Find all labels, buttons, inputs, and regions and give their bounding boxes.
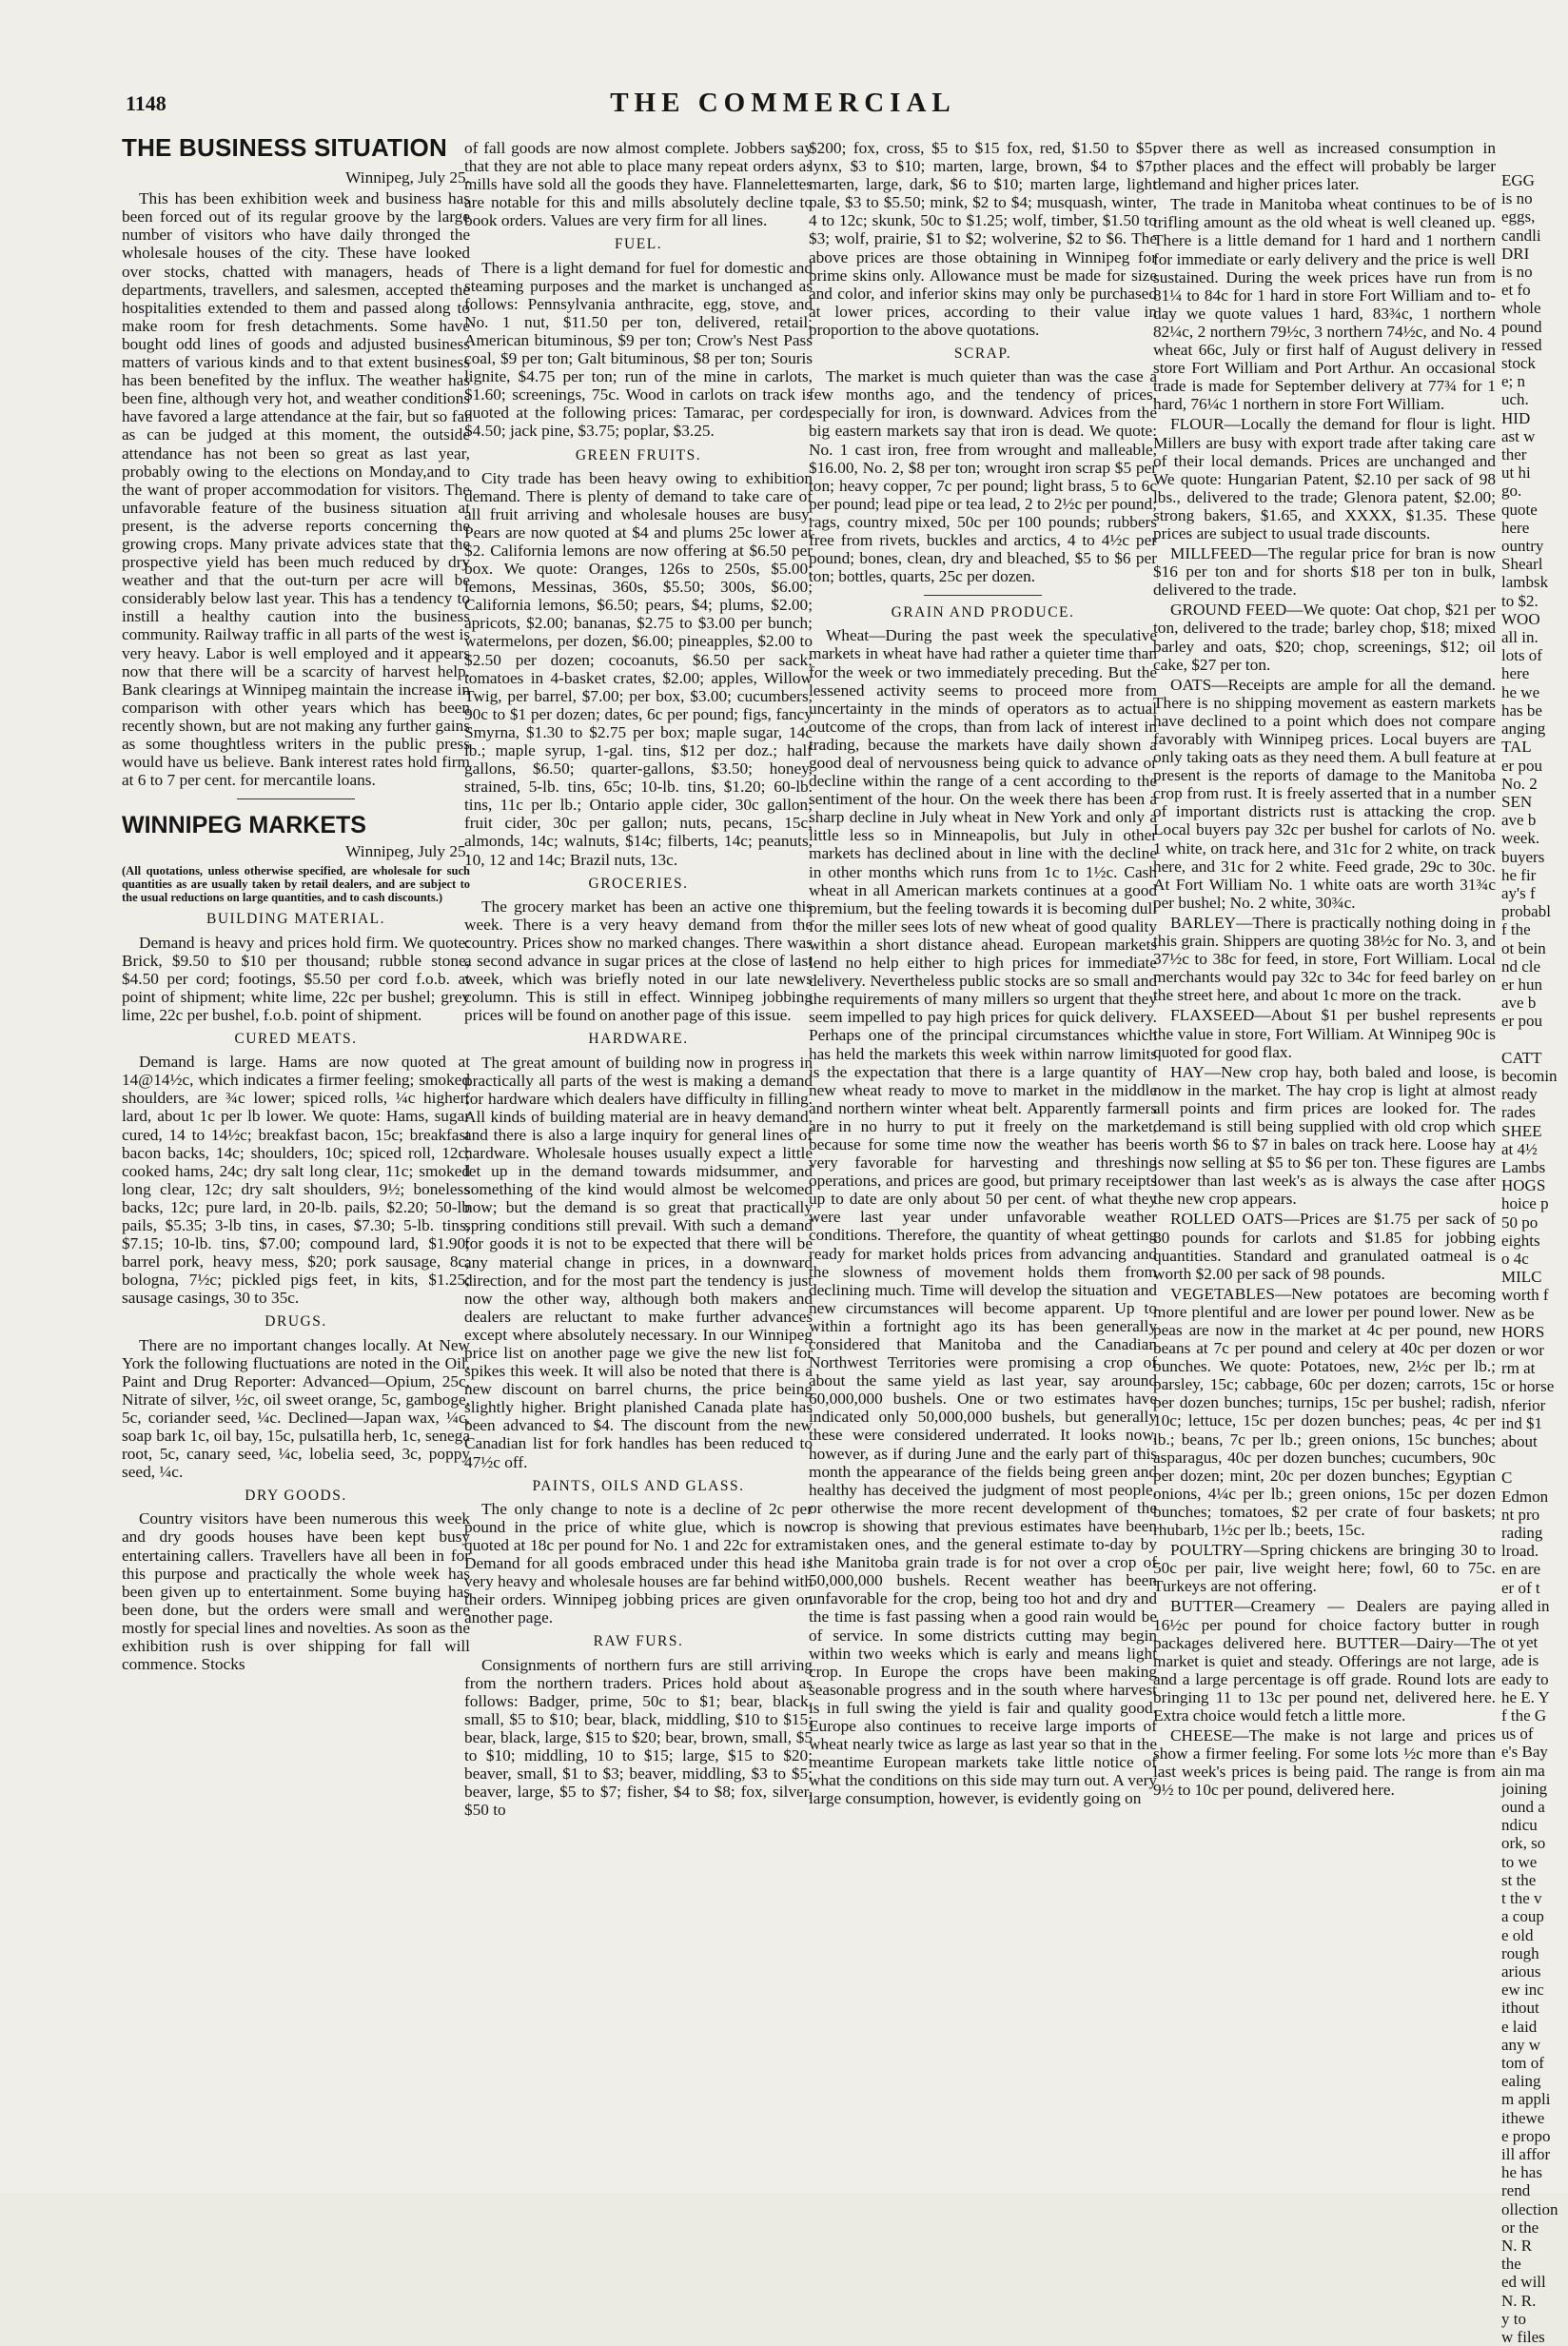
grain-produce-text: Wheat—During the past week the speculative markets in wheat have had rather a quieter time than for the week or two immediately preceding. But the lessened activity seems to proceed more from uncertainty in the minds of operators as to actual outcome of the crops, than from lack of interest in trading, because the markets have daily shown a good deal of nervousness being quick to advance or decline within the range of a cent according to the sentiment of the hour. On the week there has been a sharp decline in July wheat in New York and only a little less so in Minneapolis, but July in other markets has declined about in line with the decline in other months which runs from 1c to 1½c. Cash wheat in all American markets continues at a good premium, but the feeling towards it is becoming dull for the miller sees lots of new wheat of good quality within a short distance ahead. European markets lend no help either to high prices for immediate delivery. Nevertheless public stocks are so small and the requirements of many millers so urgent that they seem impelled to pay high prices for quick delivery. Perhaps one of the principal circumstances which has held the markets this week within narrow limits is the expectation that there is a large quantity of new wheat ready to move to market in the middle and northern winter wheat belt. Apparently farmers are in no hurry to put it freely on the market, because for some time now the weather has been very favorable for harvesting and threshing operations, and prices are good, but primary receipts up to date are only about 50 per cent. of what they were last year under unfavorable weather conditions. Therefore, the quantity of wheat getting ready for market holds prices from advancing and the slowness of movement holds them from declining much. Time will develop the situation and new circumstances will become apparent. Up to within a fortnight ago its has been generally considered that Manitoba and the Canadian Northwest Territories were promising a crop of about the same yield as last year, say around 60,000,000 bushels. One or two estimates have indicated only 50,000,000 bushels, but generally these were considered underrated. It looks now, however, as if during June and the early part of this month the appearance of the fields being green and healthy has deceived the judgment of most people, or otherwise the more recent development of the crop is showing that previous estimates have been mistaken ones, and the general estimate to-day by the Manitoba grain trade is for not over a crop of 50,000,000 bushels. Recent weather has been unfavorable for the crop, being too hot and dry and the time is fast passing when a good rain would be of service. In some districts cutting may begin within two weeks which is early and means light crop. In Europe the crops have been making seasonable progress and in the south where harvest is in full swing the yield is fair and quality good. Europe also continues to receive large imports of wheat nearly twice as large as last year so that in the meantime European markets take little notice of what the conditions on this side may turn out. A very large consumption, however, is evidently going on — [809, 626, 1157, 1808]
ground-feed-text: GROUND FEED—We quote: Oat chop, $21 per ton, delivered to the trade; barley chop, $18; mixed barley and oats, $20; chop, screenings, $12; oil cake, $27 per ton. — [1153, 601, 1496, 674]
edge-fragment: ork, so — [1501, 1834, 1546, 1853]
edge-fragment: becomin — [1501, 1066, 1558, 1085]
edge-fragment: EGG — [1501, 171, 1535, 189]
edge-fragment: e laid — [1501, 2017, 1538, 2036]
edge-fragment: ready — [1501, 1085, 1538, 1104]
millfeed-text: MILLFEED—The regular price for bran is now $16 per ton and for shorts $18 per ton in bulk, delivered to the trade. — [1153, 544, 1496, 600]
edge-fragment: N. R. — [1501, 2291, 1537, 2310]
edge-fragment: alled in — [1501, 1596, 1550, 1615]
edge-fragment: rend — [1501, 2181, 1531, 2200]
flaxseed-text: FLAXSEED—About $1 per bushel represents the value in store, Fort William. At Winnipeg 90c is quoted for good flax. — [1153, 1006, 1496, 1061]
edge-fragment: buyers — [1501, 847, 1545, 866]
edge-fragment: CATT — [1501, 1048, 1542, 1067]
edge-fragment: ain ma — [1501, 1761, 1545, 1780]
barley-text: BARLEY—There is practically nothing doing in this grain. Shippers are quoting 38½c for No. 3, and 37½c to 38c for feed, in store, Fort William. Local merchants would pay 32c to 34c for feed barley on the street here, and about 1c more on the track. — [1153, 913, 1496, 1005]
manitoba-wheat-text: The trade in Manitoba wheat continues to be of trifling amount as the old wheat is well cleaned up. There is a little demand for 1 hard and 1 northern for immediate or early delivery and the price is well sustained. During the week prices have run from 81¼ to 84c for 1 hard in store Fort William and to-day we quote values 1 hard, 83¾c, 1 northern 82¼c, 2 northern 79½c, 3 northern 74½c, and No. 4 wheat 66c, July or first half of August delivery in store Fort William and Port Arthur. An occasional trade is made for September delivery at 77¾ for 1 hard, 76¼c 1 northern in store Fort William. — [1153, 195, 1496, 414]
edge-fragment: about — [1501, 1432, 1538, 1451]
edge-fragment: e old — [1501, 1925, 1534, 1944]
edge-fragment: lambsk — [1501, 573, 1549, 592]
raw-furs-text: Consignments of northern furs are still arriving from the northern traders. Prices hold about as follows: Badger, prime, 50c to $1; bear, black, small, $5 to $10; bear, black, middling, $10 to $15; bear, black, large, $15 to $20; bear, brown, small, $5 to $10; middling, 10 to $15; large, $15 to $20; beaver, small, $1 to $3; beaver, middling, $3 to $5; beaver, large, $5 to $7; fisher, $4 to $8; fox, silver, $50 to — [464, 1655, 813, 1820]
dry-goods-heading: DRY GOODS. — [245, 1488, 347, 1505]
edge-fragment: ave b — [1501, 811, 1537, 830]
flour-text: FLOUR—Locally the demand for flour is light. Millers are busy with export trade after taking care of their local demands. Prices are unchanged and We quote: Hungarian Patent, $2.10 per sack of 98 lbs., delivered to the trade; Glenora patent, $2.00; strong bakers, $1.65, and XXXX, $1.35. These prices are subject to usual trade discounts. — [1153, 415, 1496, 542]
edge-fragment: SHEE — [1501, 1121, 1542, 1140]
edge-fragment: Edmon — [1501, 1487, 1549, 1506]
edge-fragment: HORS — [1501, 1322, 1545, 1341]
edge-fragment: er pou — [1501, 756, 1542, 775]
edge-fragment: ithout — [1501, 1999, 1539, 2018]
edge-fragment: arious — [1501, 1962, 1541, 1981]
edge-fragment: week. — [1501, 829, 1540, 848]
edge-fragment: Shearl — [1501, 555, 1543, 574]
edge-fragment: ill affor — [1501, 2144, 1551, 2163]
edge-fragment: DRI — [1501, 244, 1530, 263]
edge-fragment: joining — [1501, 1779, 1548, 1798]
edge-fragment: y to — [1501, 2309, 1526, 2328]
edge-fragment: eights — [1501, 1231, 1540, 1250]
edge-fragment: 50 po — [1501, 1212, 1539, 1232]
edge-fragment: ast w — [1501, 426, 1536, 445]
edge-fragment: at 4½ — [1501, 1139, 1538, 1158]
edge-fragment: ot bein — [1501, 938, 1546, 957]
edge-fragment: rading — [1501, 1524, 1543, 1543]
fuel-heading: FUEL. — [614, 236, 663, 253]
edge-fragment: ound a — [1501, 1798, 1545, 1817]
edge-fragment: HID — [1501, 408, 1531, 427]
edge-fragment: pound — [1501, 317, 1542, 336]
edge-fragment: whole — [1501, 299, 1541, 318]
edge-fragment: a coup — [1501, 1907, 1544, 1926]
edge-fragment: to $2. — [1501, 591, 1539, 610]
edge-fragment: eady to — [1501, 1669, 1549, 1688]
winnipeg-markets-title: WINNIPEG MARKETS — [122, 812, 366, 839]
edge-fragment: anging — [1501, 720, 1546, 739]
hardware-text: The great amount of building now in progress in practically all parts of the west is making a demand for hardware which dealers have difficulty in filling. All kinds of building material are in heavy demand, and there is also a large inquiry for general lines of hardware. Wholesale houses usually expect a little let up in the demand towards midsummer, and something of the kind would almost be welcomed now; but the demand is so great that practically spring conditions still prevail. With such a demand for goods it is not to be expected that there will be any material change in prices, in a downward direction, and for the most part the tendency is just now the other way, although both makers and dealers are reluctant to make further advances except where absolutely necessary. In our Winnipeg price list on another page we give the new list for spikes this week. It will also be noted that there is a new discount on barrel churns, the price being slightly higher. Bright planished Canada plate has been advanced to $4. The discount from the new Canadian list for fork handles has been reduced to 47½c off. — [464, 1053, 813, 1471]
edge-fragment: ed will — [1501, 2273, 1546, 2292]
edge-fragment: er of t — [1501, 1578, 1540, 1597]
edge-fragment: rough — [1501, 1943, 1539, 1962]
poultry-text: POULTRY—Spring chickens are bringing 30 to 50c per pair, live weight here; fowl, 60 to 75c. Turkeys are not offering. — [1153, 1541, 1496, 1596]
edge-fragment: here — [1501, 664, 1530, 683]
edge-fragment: w files — [1501, 2327, 1545, 2346]
edge-fragment: f the — [1501, 920, 1531, 939]
edge-fragment: ade is — [1501, 1651, 1539, 1670]
edge-fragment: ollection — [1501, 2199, 1558, 2218]
drugs-text: There are no important changes locally. At New York the following fluctuations are noted in the Oil, Paint and Drug Reporter: Advanced—Opium, 25c, Nitrate of silver, ½c, oil sweet orange, 5c, gamboge, 5c, coriander seed, ¼c. Declined—Japan wax, ¼c, soap bark 1c, oil bay, 15c, pulsatilla herb, 1c, senega root, 5c, canary seed, ¼c, lobelia seed, 3c, poppy seed, ¼c. — [122, 1335, 470, 1482]
column-3 — [809, 139, 1157, 2166]
edge-fragment: ot yet — [1501, 1633, 1539, 1652]
divider — [237, 798, 355, 799]
page-number: 1148 — [126, 91, 167, 115]
hay-text: HAY—New crop hay, both baled and loose, is now in the market. The hay crop is light at almost all points and firm prices are looked for. The demand is still being supplied with old crop which is worth $6 to $7 in bales on track here. Loose hay is now selling at $5 to $6 per ton. These figures are lower than last week's as is always the case after the new crop appears. — [1153, 1062, 1496, 1209]
business-dateline: Winnipeg, July 25. — [345, 168, 470, 187]
edge-fragment: nferior — [1501, 1395, 1546, 1414]
edge-fragment: et fo — [1501, 281, 1531, 300]
edge-fragment: C — [1501, 1469, 1513, 1488]
edge-fragment: nd cle — [1501, 956, 1541, 976]
drugs-heading: DRUGS. — [265, 1313, 327, 1331]
edge-fragment: TAL — [1501, 738, 1532, 757]
edge-fragment: e's Bay — [1501, 1743, 1548, 1762]
markets-dateline: Winnipeg, July 25. — [345, 842, 470, 861]
dry-goods-continued: of fall goods are now almost complete. Jobbers say that they are not able to place many repeat orders as mills have sold all the goods they have. Flannelettes are notable for this and mills absolutely decline to book orders. Values are very firm for all lines. — [464, 139, 813, 230]
edge-fragment: ther — [1501, 445, 1527, 464]
cured-meats-text: Demand is large. Hams are now quoted at 14@14½c, which indicates a firmer feeling; smoked shoulders, are ¾c lower; spiced rolls, ¼c higher; lard, about 1c per lb lower. We quote: Hams, sugar cured, 14 to 14½c; breakfast bacon, 15c; breakfast bacon backs, 14c; shoulders, 10c; spiced roll, 12c; cooked hams, 24c; dry salt long clear, 11c; smoked long clear, 12c; dry salt shoulders, 9½; boneless backs, 12c; pure lard, in 20-lb. pails, $2.20; 50-lb pails, $5.35; 3-lb tins, in cases, $7.30; 5-lb. tins, $7.15; 10-lb. tins, $7.00; compound lard, $1.90; barrel pork, heavy mess, $20; pork sausage, 8c; bologna, 7½c; pickled pigs feet, in kits, $1.25; sausage casings, 30 to 35c. — [122, 1053, 470, 1308]
edge-fragment: er hun — [1501, 975, 1542, 994]
edge-fragment: to we — [1501, 1852, 1538, 1871]
edge-fragment: stock — [1501, 354, 1536, 373]
edge-fragment: f the G — [1501, 1706, 1547, 1725]
building-material-text: Demand is heavy and prices hold firm. We quote: Brick, $9.50 to $10 per thousand; rubble stone, $4.50 per cord; footings, $5.50 per cord f.o.b. at point of shipment; white lime, 22c per bushel; grey lime, 22c per bushel, f.o.b. point of shipment. — [122, 933, 470, 1024]
divider — [924, 595, 1042, 596]
edge-fragment: lots of — [1501, 646, 1542, 665]
dry-goods-text: Country visitors have been numerous this week and dry goods houses have been kept busy entertaining callers. Travellers have all been in for this purpose and practically the whole week has been given up to entertainment. Some buying has been done, but the orders were small and were mostly for special lines and novelties. As soon as the exhibition rush is over shipping for fall will commence. Stocks — [122, 1509, 470, 1674]
edge-fragment: ndicu — [1501, 1816, 1538, 1835]
edge-fragment: ountry — [1501, 537, 1544, 556]
edge-fragment: here — [1501, 518, 1530, 537]
paints-text: The only change to note is a decline of 2c per pound in the price of white glue, which is now quoted at 18c per pound for No. 1 and 22c for extra. Demand for all goods embraced under this head is very heavy and wholesale houses are far behind with their orders. Winnipeg jobbing prices are given on another page. — [464, 1499, 813, 1627]
hardware-heading: HARDWARE. — [588, 1031, 689, 1048]
edge-fragment: as be — [1501, 1304, 1535, 1323]
grain-continued: over there as well as increased consumption in other places and the effect will probably be larger demand and higher prices later. — [1153, 139, 1496, 194]
edge-fragment: he has — [1501, 2163, 1542, 2182]
edge-fragment: N. R — [1501, 2236, 1533, 2255]
groceries-heading: GROCERIES. — [588, 875, 689, 892]
edge-fragment: o 4c — [1501, 1249, 1529, 1268]
building-material-heading: BUILDING MATERIAL. — [206, 911, 385, 928]
vegetables-text: VEGETABLES—New potatoes are becoming more plentiful and are lower per pound lower. New peas are now in the market at 4c per pound, new beans at 7c per pound and celery at 40c per dozen bunches. We quote: Potatoes, new, 2½c per lb.; parsley, 15c; cabbage, 60c per dozen; carrots, 15c per dozen bunches; turnips, 15c per bushel; radish, 10c; lettuce, 15c per dozen bunches; peas, 4c per lb.; beans, 7c per lb.; green onions, 15c bunches; asparagus, 40c per dozen bunches; cucumbers, 90c per dozen; mint, 20c per dozen bunches; Egyptian onions, 4¼c per lb.; green onions, 15c per dozen bunches; tomatoes, $2 per crate of four baskets; rhubarb, 1½c per lb.; beets, 15c. — [1153, 1284, 1496, 1540]
edge-fragment: hoice p — [1501, 1194, 1549, 1213]
paints-heading: PAINTS, OILS AND GLASS. — [532, 1477, 745, 1494]
edge-fragment: he we — [1501, 682, 1540, 701]
edge-fragment: ay's f — [1501, 883, 1536, 902]
edge-fragment: or the — [1501, 2218, 1539, 2237]
edge-fragment: SEN — [1501, 792, 1533, 811]
edge-fragment: lroad. — [1501, 1542, 1539, 1561]
edge-fragment: ew inc — [1501, 1981, 1544, 2000]
green-fruits-heading: GREEN FRUITS. — [575, 446, 702, 463]
grain-produce-heading: GRAIN AND PRODUCE. — [891, 604, 1075, 621]
quotations-note: (All quotations, unless otherwise specified, are wholesale for such quantities as are usually taken by retail dealers, and are subject to the usual reductions on large quantities, and to cash discounts.) — [122, 864, 470, 905]
edge-fragment: eggs, — [1501, 207, 1536, 227]
edge-fragment: uch. — [1501, 390, 1529, 409]
edge-fragment: m appli — [1501, 2090, 1551, 2109]
edge-fragment: HOGS — [1501, 1176, 1546, 1195]
cheese-text: CHEESE—The make is not large and prices show a firmer feeling. For some lots ½c more than last week's prices is being paid. The range is from 9½ to 10c per pound, delivered here. — [1153, 1726, 1496, 1800]
edge-fragment: probabl — [1501, 902, 1551, 921]
edge-fragment — [1501, 1031, 1568, 1049]
cured-meats-heading: CURED MEATS. — [234, 1031, 358, 1048]
edge-fragment: is no — [1501, 263, 1533, 282]
edge-fragment: quote — [1501, 500, 1538, 519]
edge-fragment: or horse — [1501, 1377, 1555, 1396]
edge-fragment: No. 2 — [1501, 774, 1538, 793]
edge-fragment: st the — [1501, 1870, 1537, 1889]
edge-fragment: he E. Y — [1501, 1687, 1550, 1706]
column-4 — [1153, 139, 1496, 2166]
business-situation-text: This has been exhibition week and business has been forced out of its regular groove by the large number of visitors who have daily thronged the wholesale houses of the city. These have looked over stocks, chatted with managers, heads of departments, travellers, and salesmen, accepted the hospitalities extended to them and passed along to make room for fresh detachments. Some have bought odd lines of goods and adjusted business matters of various kinds and to that extent business has been benefited by the influx. The weather has been fine, although very hot, and weather conditions have favored a large attendance at the fair, but so far as can be judged at this moment, the outside attendance has not been so great as last year, probably owing to the elections on Monday,and to the want of proper accommodation for visitors. The unfavorable feature of the business situation at present, is the adverse reports concerning the growing crops. Many private advices state that the prospective yield has been much reduced by dry weather and that the out-turn per acre will be considerably below last year. This has a tendency to instill a healthy caution into the business community. Railway traffic in all parts of the west is very heavy. Labor is well employed and it appears now that there will be a scarcity of harvest help. Bank clearings at Winnipeg maintain the increase in comparison with other years which has been recently shown, but are not making any further gains as some thoughtless writers in the public press would have us believe. Bank interest rates hold firm at 6 to 7 per cent. for mercantile loans. — [122, 189, 470, 790]
green-fruits-text: City trade has been heavy owing to exhibition demand. There is plenty of demand to take care of all fruit arriving and wholesale houses are busy. Pears are now quoted at $4 and plums 25c lower at $2. California lemons are now offering at $6.50 per box. We quote: Oranges, 126s to 250s, $5.00; lemons, Messinas, 360s, $5.50; 300s, $6.00; California lemons, $6.50; pears, $4; plums, $2.00; apricots, $2.00; bananas, $2.75 to $3.00 per bunch; watermelons, per dozen, $6.00; pineapples, $2.00 to $2.50 per dozen; cocoanuts, $6.50 per sack; tomatoes in 4-basket crates, $2.00; apples, Willow Twig, per barrel, $7.00; per box, $3.00; cucumbers, 90c to $1 per dozen; dates, 6c per pound; figs, fancy Smyrna, $1.30 to $2.75 per box; maple sugar, 14c lb.; maple syrup, 1-gal. tins, $12 per doz.; half gallons, $6.50; quarter-gallons, $3.50; honey, strained, 5-lb. tins, 65c; 10-lb. tins, $1.20; 60-lb. tins, 11c per lb.; Ontario apple cider, 30c gallon; fruit cider, 30c per gallon; nuts, pecans, 15c; almonds, 14c; walnuts, $14c; filberts, 14c; peanuts, 10, 12 and 14c; Brazil nuts, 13c. — [464, 468, 813, 869]
edge-fragment: nt pro — [1501, 1505, 1540, 1524]
edge-fragment: candli — [1501, 226, 1541, 245]
edge-fragment: is no — [1501, 189, 1533, 208]
edge-fragment: Lambs — [1501, 1157, 1546, 1176]
edge-fragment: the — [1501, 2255, 1521, 2274]
edge-fragment: he fir — [1501, 865, 1537, 884]
edge-fragment: rades — [1501, 1103, 1536, 1122]
edge-fragment: any w — [1501, 2035, 1541, 2054]
edge-fragment: WOO — [1501, 609, 1540, 628]
edge-fragment: t the v — [1501, 1889, 1542, 1908]
rolled-oats-text: ROLLED OATS—Prices are $1.75 per sack of 80 pounds for carlots and $1.85 for jobbing quantities. Standard and granulated oatmeal is worth $2.00 per sack of 98 pounds. — [1153, 1210, 1496, 1283]
edge-fragment: e propo — [1501, 2126, 1551, 2145]
edge-fragment — [1501, 1450, 1568, 1469]
edge-fragment: en are — [1501, 1560, 1541, 1579]
edge-fragment: go. — [1501, 482, 1522, 501]
column-1 — [122, 133, 470, 2166]
journal-title: THE COMMERCIAL — [610, 88, 956, 118]
raw-furs-heading: RAW FURS. — [593, 1633, 684, 1650]
edge-fragment: ithewe — [1501, 2108, 1545, 2127]
oats-text: OATS—Receipts are ample for all the demand. There is no shipping movement as eastern markets have declined to a point which does not compare favorably with Winnipeg prices. Local buyers are only taking oats as they need them. A bull feature at present is the reports of damage to the Manitoba crop from rust. It is freely asserted that in a number of important districts rust is attacking the crop. Local buyers pay 32c per bushel for carlots of No. 1 white, on track here, and 31c for 2 white, on track here, and 31c for 2 white. Feed grade, 29c to 30c. At Fort William No. 1 white oats are worth 31¾c per bushel; No. 2 white, 30¾c. — [1153, 675, 1496, 912]
fuel-text: There is a light demand for fuel for domestic and steaming purposes and the market is unchanged as follows: Pennsylvania anthracite, egg, stove, and No. 1 nut, $11.50 per ton, delivered, retail; American bituminous, $9 per ton; Crow's Nest Pass coal, $9 per ton; Galt bituminous, $8 per ton; Souris lignite, $4.75 per ton; run of the mine in carlots, $1.60; screenings, 75c. Wood in carlots on track is quoted at the following prices: Tamarac, per cord, $4.50; jack pine, $3.75; poplar, $3.25. — [464, 258, 813, 441]
edge-fragment: worth f — [1501, 1286, 1549, 1305]
edge-fragment: MILC — [1501, 1268, 1542, 1287]
edge-fragment: e; n — [1501, 372, 1526, 391]
edge-fragment: has be — [1501, 700, 1542, 720]
edge-fragment: us of — [1501, 1725, 1534, 1744]
edge-fragment: ressed — [1501, 335, 1542, 354]
butter-text: BUTTER—Creamery — Dealers are paying 16½c per pound for choice factory butter in packages delivered here. BUTTER—Dairy—The market is quiet and steady. Offerings are not large, and a large percentage is off grade. Round lots are bringing 11 to 13c per pound net, delivered here. Extra choice would fetch a little more. — [1153, 1597, 1496, 1725]
next-page-edge-fragments — [1501, 171, 1568, 2346]
business-situation-title: THE BUSINESS SITUATION — [122, 133, 447, 162]
edge-fragment: all in. — [1501, 628, 1539, 647]
column-2 — [464, 139, 813, 2166]
raw-furs-continued: $200; fox, cross, $5 to $15 fox, red, $1.50 to $5; lynx, $3 to $10; marten, large, brown, $4 to $7; marten, large, dark, $6 to $10; marten large, light pale, $3 to $5.50; mink, $2 to $4; musquash, winter, 4 to 12c; skunk, 50c to $1.25; wolf, timber, $1.50 to $3; wolf, prairie, $1 to $2; wolverine, $2 to $6. The above prices are those obtaining in Winnipeg for prime skins only. Allowance must be made for size and color, and inferior skins may only be purchased at lower prices, according to their value in proportion to the above quotations. — [809, 139, 1157, 339]
edge-fragment: ut hi — [1501, 463, 1531, 483]
edge-fragment: ealing — [1501, 2072, 1541, 2091]
edge-fragment: rm at — [1501, 1359, 1536, 1378]
groceries-text: The grocery market has been an active one this week. There is a very heavy demand from the country. Prices show no marked changes. There was a second advance in sugar prices at the close of last week, which was briefly noted in our late news column. This is still in effect. Winnipeg jobbing prices will be found on another page of this issue. — [464, 897, 813, 1025]
scrap-text: The market is much quieter than was the case a few months ago, and the tendency of prices, especially for iron, is downward. Advices from the big eastern markets say that iron is dead. We quote: No. 1 cast iron, free from wrought and malleable, $16.00, No. 2, $8 per ton; wrought iron scrap $5 per ton; heavy copper, 7c per pound; light brass, 5 to 6c per pound; lead pipe or tea lead, 2 to 2½c per pound; rags, country mixed, 50c per 100 pounds; rubbers free from rivets, buckles and arctics, 4 to 4½c per pound; bones, clean, dry and bleached, $5 to $6 per ton; bottles, quarts, 25c per dozen. — [809, 367, 1157, 586]
edge-fragment: er pou — [1501, 1012, 1542, 1031]
page-header — [122, 88, 1444, 126]
edge-fragment: or wor — [1501, 1341, 1544, 1359]
edge-fragment: ave b — [1501, 994, 1537, 1013]
edge-fragment: tom of — [1501, 2053, 1544, 2072]
scrap-heading: SCRAP. — [953, 345, 1012, 363]
edge-fragment: ind $1 — [1501, 1413, 1542, 1432]
edge-fragment: rough — [1501, 1615, 1539, 1634]
